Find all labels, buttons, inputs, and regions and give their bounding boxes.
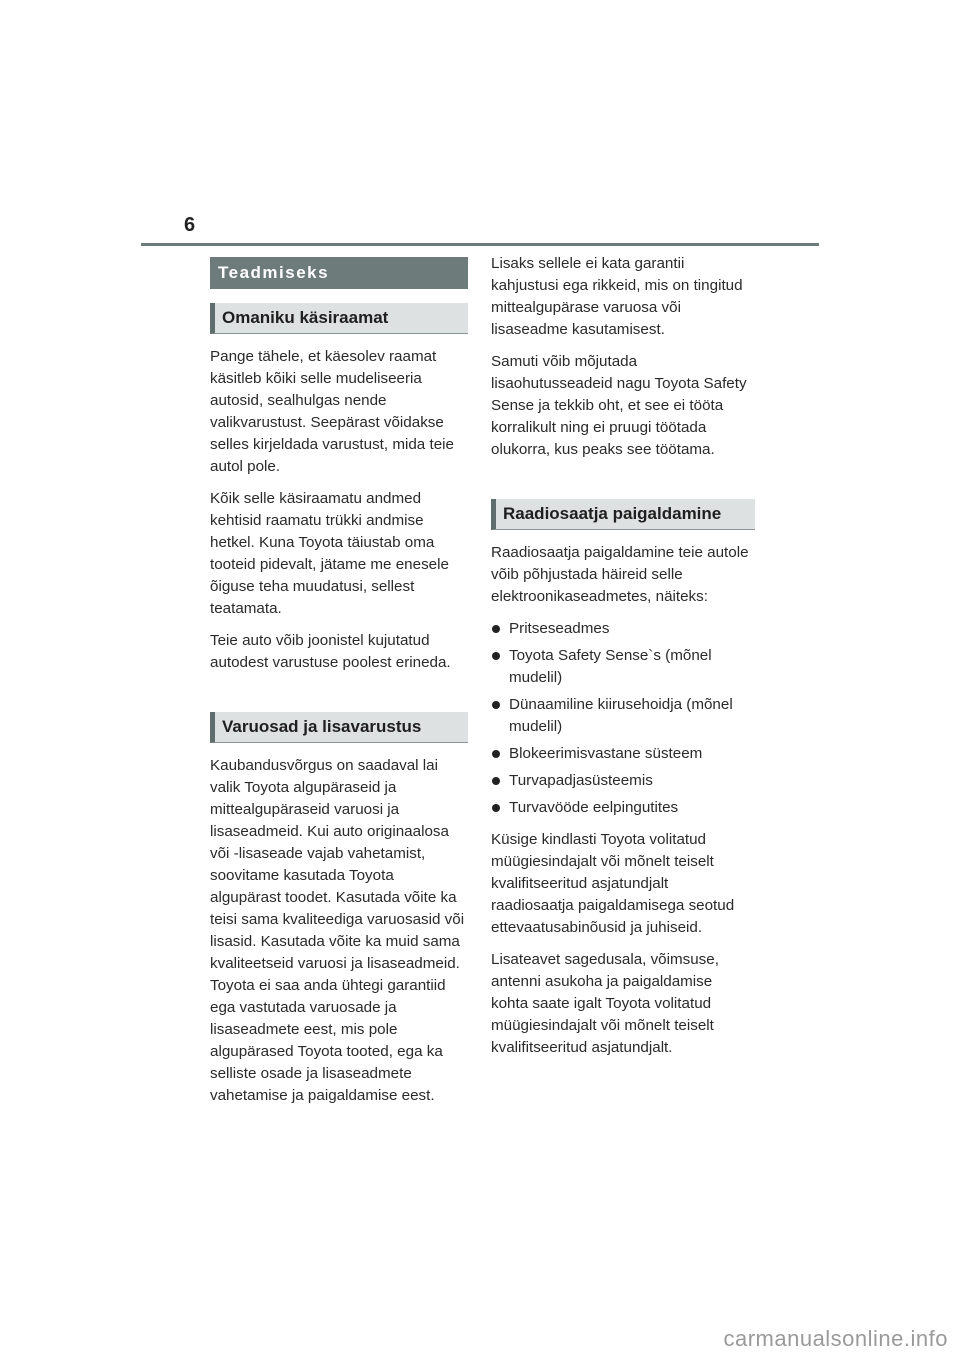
list-item: Toyota Safety Sense`s (mõnel mudelil) (491, 645, 749, 689)
left-column (210, 257, 468, 1117)
watermark: carmanualsonline.info (723, 1326, 948, 1351)
paragraph: Kõik selle käsiraamatu andmed kehtisid raamatu trükki andmise hetkel. Kuna Toyota täiustab oma tooteid pidevalt, jätame me enesele õiguse teha muudatusi, sellest teatamata. (210, 490, 449, 617)
heading-owners-manual: Omaniku käsiraamat (210, 303, 468, 334)
page-number: 6 (184, 214, 196, 236)
paragraph: Küsige kindlasti Toyota volitatud müügiesindajalt või mõnelt teiselt kvalifitseeritud asjatundjalt raadiosaatja paigaldamisega seotud ettevaatusabinõusid ja juhiseid. (491, 831, 735, 936)
bullet-icon (492, 777, 500, 785)
list-item: Blokeerimisvastane süsteem (491, 743, 749, 765)
bullet-icon (492, 750, 500, 758)
paragraph: Teie auto võib joonistel kujutatud autodest varustuse poolest erineda. (210, 632, 451, 671)
heading-radio-transmitter: Raadiosaatja paigaldamine (491, 499, 755, 530)
paragraph: Kaubandusvõrgus on saadaval lai valik Toyota algupäraseid ja mittealgupäraseid varuosi ja lisaseadmeid. Kui auto originaalosa või -lisaseade vajab vahetamist, soovitame kasutada Toyota algupärast toodet. Kasutada võite ka teisi sama kvaliteediga varuosasid või lisasid. Kasutada võite ka muid sama kvaliteetseid varuosi ja lisaseadmeid. Toyota ei saa anda ühtegi garantiid ega vastutada varuosade ja lisaseadmete eest, mis pole algupärased Toyota tooted, ega ka selliste osade ja lisaseadmete vahetamise ja paigaldamise eest. (210, 757, 465, 1104)
bullet-icon (492, 625, 500, 633)
paragraph: Lisateavet sagedusala, võimsuse, antenni asukoha ja paigaldamise kohta saate igalt Toyota volitatud müügiesindajalt või mõnelt teiselt kvalifitseeritud asjatundjalt. (491, 951, 719, 1056)
right-column (491, 257, 749, 1069)
header-rule (141, 243, 819, 246)
section-banner: Teadmiseks (210, 257, 468, 289)
paragraph: Pange tähele, et käesolev raamat käsitleb kõiki selle mudeliseeria autosid, sealhulgas nende valikvarustust. Seepärast võidakse selles kirjeldada varustust, mida teie autol pole. (210, 348, 454, 475)
bullet-icon (492, 652, 500, 660)
list-item: Turvavööde eelpingutites (491, 797, 749, 819)
paragraph: Lisaks sellele ei kata garantii kahjustusi ega rikkeid, mis on tingitud mittealgupärase varuosa või lisaseadme kasutamisest. (491, 255, 743, 338)
list-item: Pritseseadmes (491, 618, 749, 640)
list-item: Dünaamiline kiirusehoidja (mõnel mudelil) (491, 694, 749, 738)
heading-spare-parts: Varuosad ja lisavarustus (210, 712, 468, 743)
paragraph: Samuti võib mõjutada lisaohutusseadeid nagu Toyota Safety Sense ja tekkib oht, et see ei tööta korralikult ning ei pruugi töötada olukorra, kus peaks see töötama. (491, 353, 747, 458)
paragraph: Raadiosaatja paigaldamine teie autole võib põhjustada häireid selle elektroonikaseadmetes, näiteks: (491, 544, 749, 605)
bullet-icon (492, 701, 500, 709)
bullet-list (491, 618, 749, 819)
list-item: Turvapadjasüsteemis (491, 770, 749, 792)
bullet-icon (492, 804, 500, 812)
